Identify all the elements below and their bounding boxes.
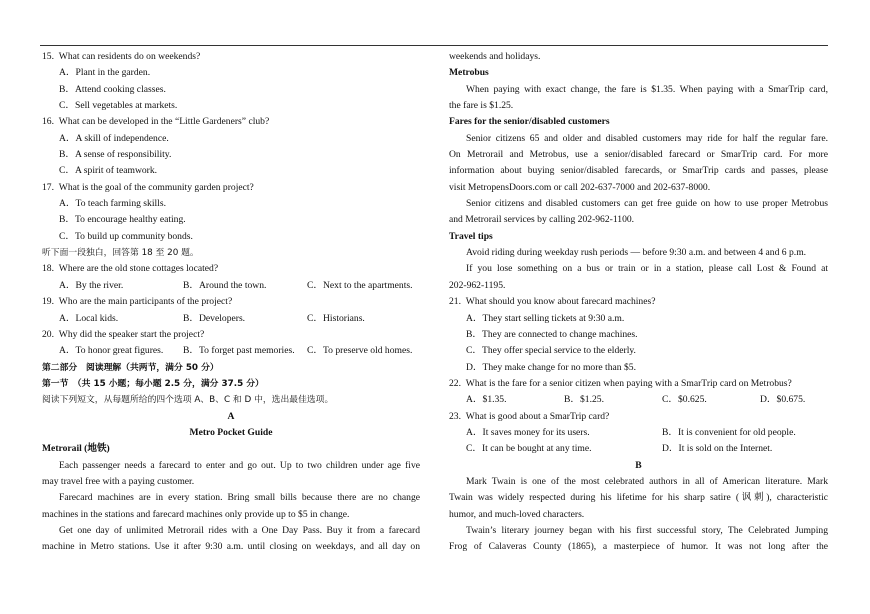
option-a: A．To teach farming skills. <box>59 198 166 210</box>
metrobus-heading: Metrobus <box>449 67 489 79</box>
part-two-title: 第二部分 阅读理解（共两节，满分 50 分） <box>42 362 219 373</box>
question-stem: What can residents do on weekends? <box>58 51 201 62</box>
question-21: 21. What should you know about farecard machines? <box>449 296 656 308</box>
paragraph-line: 202-962-1195. <box>449 279 506 291</box>
option-b: B．They are connected to change machines. <box>466 328 638 340</box>
question-stem: Who are the main participants of the project? <box>58 296 233 308</box>
option-a: A．Plant in the garden. <box>59 67 151 79</box>
paragraph-line: machine in Metro stations. Use it after 9:30 a.m. until closing on weekdays, and all day on <box>42 541 420 553</box>
question-22: 22. What is the fare for a senior citizen when paying with a SmarTrip card on Metrobus? <box>449 377 792 389</box>
passage-a-label: A <box>227 410 235 422</box>
option-d: D．It is sold on the Internet. <box>662 443 773 455</box>
question-20: 20. Why did the speaker start the project? <box>42 328 205 340</box>
paragraph-line: the fare is $1.25. <box>449 100 514 112</box>
paragraph-line: may travel free with a paying customer. <box>42 475 195 487</box>
question-stem: What is the goal of the community garden project? <box>58 181 254 193</box>
question-16: 16. What can be developed in the “Little Gardeners” club? <box>42 116 270 128</box>
option-b: B．Around the town. <box>183 279 267 291</box>
option-a: A．To honor great figures. <box>59 345 164 357</box>
question-stem: What should you know about farecard machines? <box>465 296 656 308</box>
header-rule <box>40 45 828 46</box>
option-b: B．$1.25. <box>564 394 604 406</box>
options-row <box>449 441 828 457</box>
paragraph-line: If you lose something on a bus or train or in a station, please call Lost & Found at <box>466 263 828 275</box>
right-column <box>449 49 828 556</box>
paragraph-line: Twain’s literary journey began with his first successful story, The Celebrated Jumping <box>466 524 828 536</box>
question-stem: Why did the speaker start the project? <box>58 328 205 340</box>
option-c: C．To preserve old homes. <box>307 345 413 357</box>
option-a: A．They start selling tickets at 9:30 a.m. <box>466 312 625 324</box>
option-b: B．To encourage healthy eating. <box>59 214 186 226</box>
option-d: D．$0.675. <box>760 394 806 406</box>
option-a: A．Local kids. <box>59 312 119 324</box>
travel-tips-heading: Travel tips <box>449 230 493 242</box>
metrorail-heading: Metrorail (地铁) <box>42 443 110 455</box>
option-d: D．They make change for no more than $5. <box>466 361 636 373</box>
paragraph-line: weekends and holidays. <box>449 51 541 62</box>
question-stem: What is good about a SmarTrip card? <box>465 410 610 422</box>
option-c: C．To build up community bonds. <box>59 230 193 242</box>
option-c: C．Historians. <box>307 312 365 324</box>
paragraph-line: information about buying senior/disabled farecards, or SmarTrip cards and passes, please <box>449 165 828 177</box>
option-a: A．A skill of independence. <box>59 132 169 144</box>
options-row <box>449 425 828 441</box>
paragraph-line: Senior citizens and disabled customers can get free guide on how to use proper Metrobus <box>466 198 828 210</box>
paragraph-line: humor, and much-loved characters. <box>449 508 585 520</box>
paragraph-line: machines in the stations and farecard machines only provide up to $5 in change. <box>42 508 350 520</box>
paragraph-line: Farecard machines are in every station. Bring small bills because there are no change <box>59 492 420 504</box>
question-stem: Where are the old stone cottages located? <box>58 263 219 275</box>
option-c: C．A spirit of teamwork. <box>59 165 158 177</box>
paragraph-line: Mark Twain is one of the most celebrated authors in all of American literature. Mark <box>466 475 828 487</box>
question-18: 18. Where are the old stone cottages located? <box>42 263 219 275</box>
option-c: C．Sell vegetables at markets. <box>59 100 178 112</box>
question-15: 15. What can residents do on weekends? <box>42 51 201 62</box>
option-c: C．$0.625. <box>662 394 707 406</box>
option-a: A．$1.35. <box>466 394 507 406</box>
option-c: C．They offer special service to the elderly. <box>466 345 636 357</box>
option-c: C．It can be bought at any time. <box>466 443 592 455</box>
passage-b-label: B <box>635 459 642 471</box>
section-one-instruction: 阅读下列短文，从每题所给的四个选项 A、B、C 和 D 中，选出最佳选项。 <box>42 395 334 406</box>
passage-a-title: Metro Pocket Guide <box>189 426 273 438</box>
paragraph-line: and Metrorail services by calling 202-962-1100. <box>449 214 635 226</box>
option-b: B．Developers. <box>183 312 246 324</box>
options-row <box>42 311 420 327</box>
question-19: 19. Who are the main participants of the project? <box>42 296 233 308</box>
fares-heading: Fares for the senior/disabled customers <box>449 116 610 128</box>
option-a: A．By the river. <box>59 279 124 291</box>
paragraph-line: Avoid riding during weekday rush periods — before 9:30 a.m. and between 4 and 6 p.m. <box>466 247 807 259</box>
question-stem: What can be developed in the “Little Gardeners” club? <box>58 116 270 128</box>
options-row <box>42 278 420 294</box>
left-column <box>42 49 420 556</box>
paragraph-line: Each passenger needs a farecard to enter and go out. Up to two children under age five <box>59 459 420 471</box>
paragraph-line: visit MetropensDoors.com or call 202-637-7000 and 202-637-8000. <box>449 181 711 193</box>
option-a: A．It saves money for its users. <box>466 426 590 438</box>
question-stem: What is the fare for a senior citizen when paying with a SmarTrip card on Metrobus? <box>465 377 792 389</box>
paragraph-line: Get one day of unlimited Metrorail rides with a One Day Pass. Buy it from a farecard <box>59 524 420 536</box>
paragraph-line: On Metrorail and Metrobus, use a senior/disabled farecard or SmarTrip card. For more <box>449 149 828 161</box>
option-b: B．To forget past memories. <box>183 345 295 357</box>
option-b: B．Attend cooking classes. <box>59 83 166 95</box>
listening-instruction: 听下面一段独白，回答第 18 至 20 题。 <box>42 248 199 259</box>
option-c: C．Next to the apartments. <box>307 279 413 291</box>
paragraph-line: Twain was widely respected during his lifetime for his sharp satire (讽刺), characteristic <box>449 492 828 504</box>
options-row <box>42 343 420 359</box>
paragraph-line: Senior citizens 65 and older and disabled customers may ride for half the regular fare. <box>466 132 828 144</box>
paragraph-line: Frog of Calaveras County (1865), a masterpiece of humor. It was not long after the <box>449 541 828 553</box>
paragraph-line: When paying with exact change, the fare is $1.35. When paying with a SmarTrip card, <box>466 83 828 95</box>
section-one-title: 第一节 （共 15 小题；每小题 2.5 分，满分 37.5 分） <box>42 378 264 389</box>
options-row <box>449 392 828 408</box>
question-17: 17. What is the goal of the community garden project? <box>42 181 254 193</box>
option-b: B．A sense of responsibility. <box>59 149 172 161</box>
option-b: B．It is convenient for old people. <box>662 426 796 438</box>
question-23: 23. What is good about a SmarTrip card? <box>449 410 610 422</box>
